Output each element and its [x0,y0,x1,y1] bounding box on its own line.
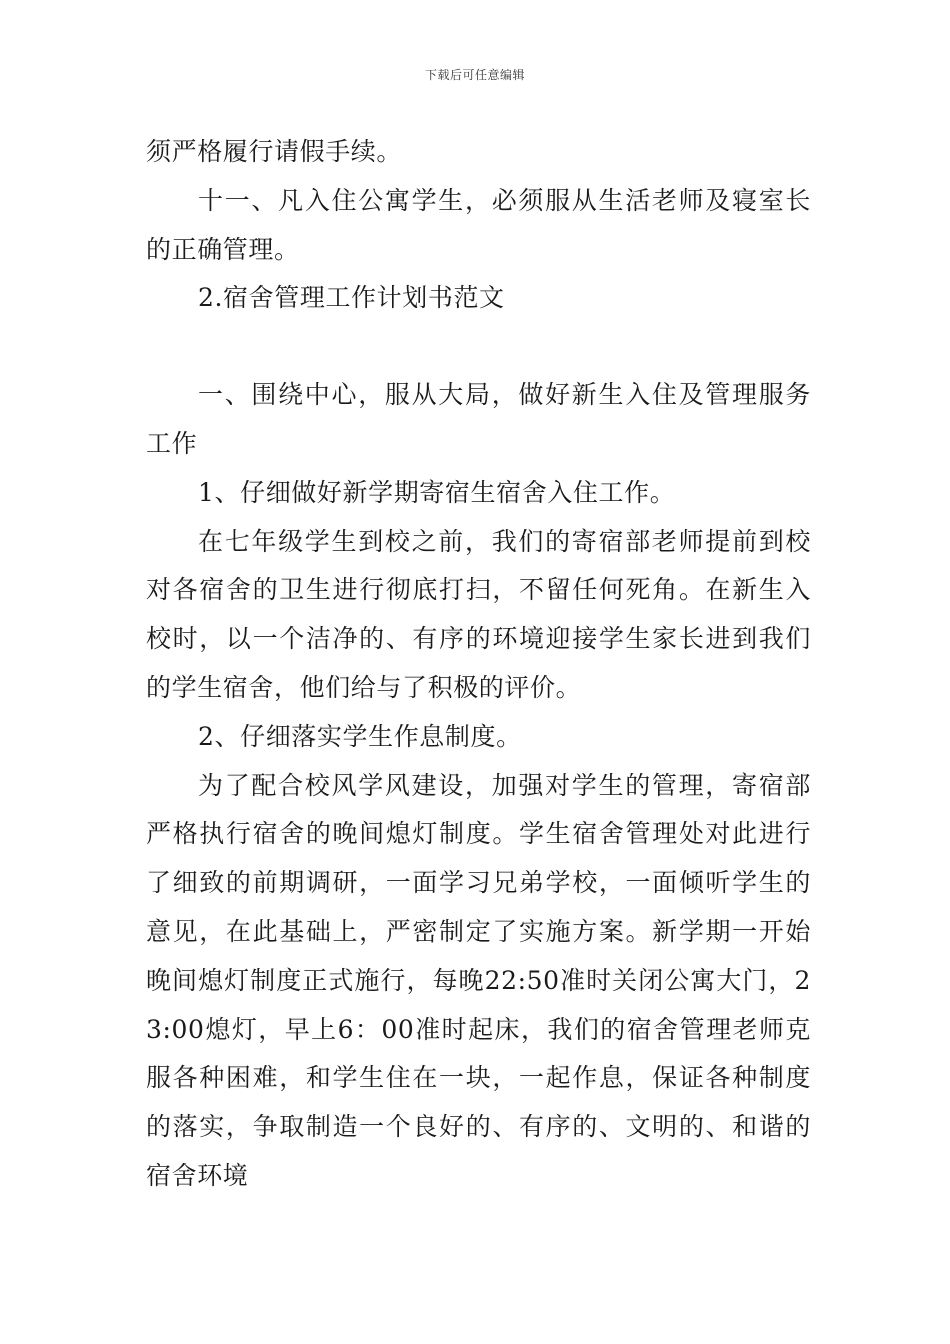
paragraph-3: 在七年级学生到校之前，我们的寄宿部老师提前到校对各宿舍的卫生进行彻底打扫，不留任何死角。在新生入校时，以一个洁净的、有序的环境迎接学生家长进到我们的学生宿舍，他们给与了积极的评价。 [146,526,811,702]
page-header: 下载后可任意编辑 [424,68,525,82]
subheading-1: 1、仔细做好新学期寄宿生宿舍入住工作。 [198,477,676,507]
paragraph-2: 十一、凡入住公寓学生，必须服从生活老师及寝室长的正确管理。 [146,185,811,264]
paragraph-1: 须严格履行请假手续。 [146,137,403,166]
paragraph-4: 为了配合校风学风建设，加强对学生的管理，寄宿部严格执行宿舍的晚间熄灯制度。学生宿舍管理处对此进行了细致的前期调研，一面学习兄弟学校，一面倾听学生的意见，在此基础上，严密制定了实施方案。新学期一开始晚间熄灯制度正式施行，每晚22:50准时关闭公寓大门，23:00熄灯，早上6：00准时起床，我们的宿舍管理老师克服各种困难，和学生住在一块，一起作息，保证各种制度的落实，争取制造一个良好的、有序的、文明的、和谐的宿舍环境 [146,770,811,1190]
blank-line [146,323,811,371]
section-heading-1: 一、围绕中心，服从大局，做好新生入住及管理服务工作 [146,380,811,458]
section-title: 2.宿舍管理工作计划书范文 [198,283,505,313]
document-body [146,128,811,1201]
subheading-2: 2、仔细落实学生作息制度。 [198,721,522,751]
